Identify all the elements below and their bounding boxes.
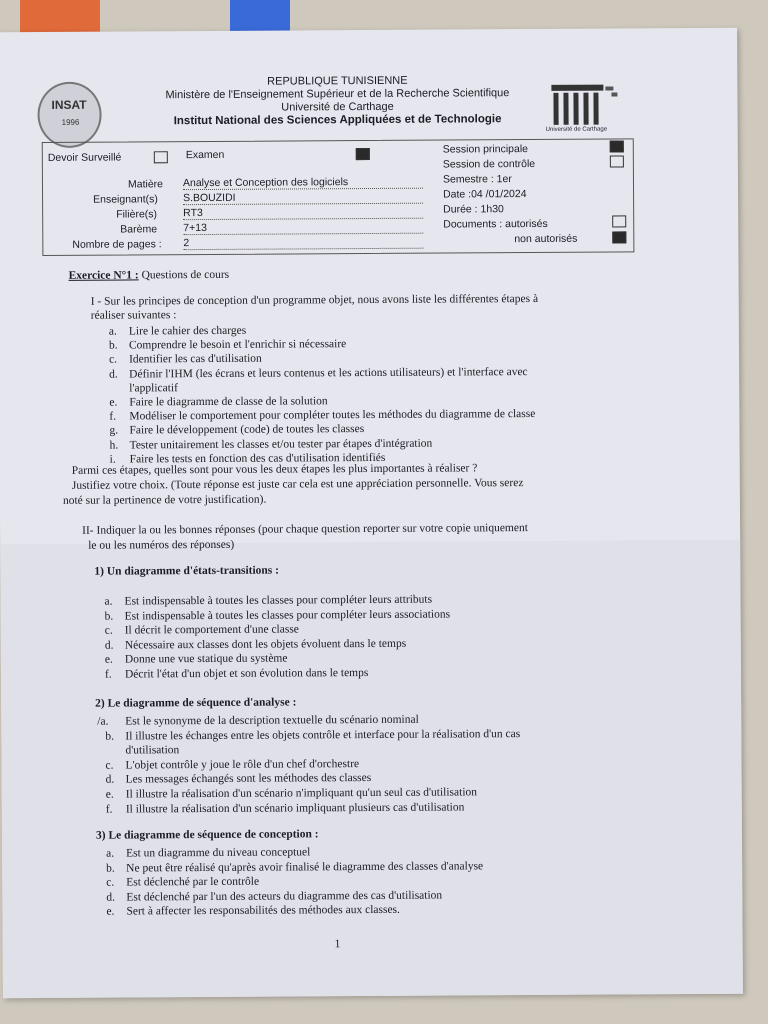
- option-text: Sert à affecter les responsabilités des méthodes aux classes.: [126, 904, 400, 918]
- filiere-value: RT3: [183, 206, 423, 220]
- option-letter: d.: [105, 773, 115, 787]
- page-number: 1: [334, 938, 341, 951]
- option-letter: b.: [104, 610, 114, 623]
- exercise-title: Exercice N°1 :: [68, 269, 139, 282]
- date-label: Date :04 /01/2024: [443, 188, 527, 201]
- option-letter: c.: [104, 624, 113, 637]
- part1-intro-line2: réaliser suivantes :: [90, 309, 177, 322]
- option-letter: f.: [105, 803, 113, 816]
- step-text: Modéliser le comportement pour compléter toutes les méthodes du diagramme de classe: [129, 408, 536, 423]
- step-letter: h.: [109, 439, 119, 452]
- header-institute: Institut National des Sciences Appliquées et de Technologie: [173, 113, 502, 128]
- step-text: Faire le diagramme de classe de la solution: [129, 395, 328, 409]
- background-tab-blue: [230, 0, 290, 34]
- header-university: Université de Carthage: [281, 100, 394, 114]
- option-text: L'objet contrôle y joue le rôle d'un chef d'orchestre: [125, 757, 360, 772]
- step-text: Identifier les cas d'utilisation: [129, 353, 262, 366]
- pages-value: 2: [183, 236, 423, 250]
- session-controle-label: Session de contrôle: [442, 157, 536, 171]
- part1-justify-line1: Justifiez votre choix. (Toute réponse est juste car cela est une appréciation personnelle. Vous serez: [71, 477, 524, 492]
- documents-autorises-label: Documents : autorisés: [443, 217, 548, 231]
- step-letter: a.: [108, 325, 117, 338]
- insat-logo-year: 1996: [61, 117, 80, 127]
- option-text: Il illustre la réalisation d'un scénario n'impliquant qu'un seul cas d'utilisation: [125, 786, 478, 801]
- option-letter: e.: [105, 788, 114, 801]
- part2-intro-line2: le ou les numéros des réponses): [88, 538, 235, 552]
- step-text: Faire les tests en fonction des cas d'utilisation identifiés: [129, 451, 386, 466]
- documents-autorises-checkbox: [612, 215, 626, 227]
- matiere-value: Analyse et Conception des logiciels: [183, 176, 423, 190]
- matiere-label: Matière: [127, 178, 164, 191]
- filiere-label: Filière(s): [116, 208, 158, 221]
- option-letter: d.: [106, 891, 116, 904]
- step-letter: d.: [109, 368, 118, 381]
- session-principale-label: Session principale: [442, 143, 529, 156]
- insat-logo: [37, 82, 101, 148]
- step-letter: e.: [109, 396, 118, 409]
- question-title: 3) Le diagramme de séquence de conception :: [95, 828, 319, 842]
- enseignant-value: S.BOUZIDI: [183, 191, 423, 205]
- exam-sheet: [0, 28, 743, 999]
- devoir-surveille-checkbox: [154, 151, 168, 163]
- examen-checkbox: [356, 148, 370, 160]
- question-title: 2) Le diagramme de séquence d'analyse :: [95, 696, 297, 710]
- devoir-surveille-label: Devoir Surveillé: [47, 151, 122, 164]
- step-text: Tester unitairement les classes et/ou tester par étapes d'intégration: [129, 437, 433, 452]
- insat-logo-text: INSAT: [51, 97, 87, 112]
- exercise-subtitle: Questions de cours: [141, 268, 230, 282]
- header-ministry: Ministère de l'Enseignement Supérieur et de la Recherche Scientifique: [165, 87, 510, 102]
- enseignant-label: Enseignant(s): [93, 193, 158, 206]
- option-text: Il illustre les échanges entre les objets contrôle et interface pour la réalisation d'un cas: [125, 727, 521, 743]
- option-letter: c.: [106, 876, 115, 889]
- option-letter: e.: [106, 905, 115, 919]
- option-text: Il décrit le comportement d'une classe: [124, 623, 299, 637]
- option-text: Donne une vue statique du système: [124, 652, 288, 666]
- duree-label: Durée : 1h30: [443, 203, 504, 216]
- option-letter: a.: [104, 595, 113, 608]
- option-text: Est indispensable à toutes les classes pour compléter leurs attributs: [124, 593, 433, 608]
- step-letter: c.: [109, 353, 118, 366]
- step-letter: g.: [109, 424, 119, 437]
- step-letter: i.: [109, 453, 116, 466]
- step-letter: b.: [108, 339, 118, 352]
- option-letter: /a.: [97, 715, 109, 728]
- step-text: Faire le développement (code) de toutes les classes: [129, 423, 365, 437]
- bareme-value: 7+13: [183, 221, 423, 235]
- option-text: Est indispensable à toutes les classes pour compléter leurs associations: [124, 608, 451, 623]
- semestre-label: Semestre : 1er: [442, 173, 512, 186]
- part1-question: Parmi ces étapes, quelles sont pour vous les deux étapes les plus importantes à réaliser ?: [71, 462, 478, 477]
- option-text: Décrit l'état d'un objet et son évolution dans le temps: [124, 667, 369, 681]
- option-text: Est un diagramme du niveau conceptuel: [126, 846, 311, 860]
- option-letter: d.: [104, 639, 114, 652]
- question-title: 1) Un diagramme d'états-transitions :: [94, 564, 280, 578]
- step-letter: f.: [109, 410, 117, 423]
- step-text: l'applicatif: [129, 381, 178, 395]
- option-letter: e.: [104, 653, 113, 667]
- non-autorises-checkbox: [612, 231, 626, 243]
- part2-intro-line1: II- Indiquer la ou les bonnes réponses (pour chaque question reporter sur votre copie uniquement: [82, 522, 528, 537]
- session-controle-checkbox: [610, 155, 624, 167]
- option-letter: c.: [105, 759, 114, 772]
- part1-intro-line1: I - Sur les principes de conception d'un programme objet, nous avons liste les différentes étapes à: [90, 292, 539, 308]
- option-letter: a.: [106, 847, 115, 860]
- background-tab-orange: [20, 0, 100, 34]
- option-letter: b.: [105, 730, 115, 743]
- non-autorises-label: non autorisés: [514, 232, 578, 246]
- option-text: Nécessaire aux classes dont les objets évoluent dans le temps: [124, 637, 407, 652]
- option-text: Est déclenché par le contrôle: [126, 875, 260, 889]
- bareme-label: Barème: [120, 223, 158, 236]
- header-republic: REPUBLIQUE TUNISIENNE: [267, 74, 408, 88]
- part1-justify-line2: noté sur la pertinence de votre justification).: [62, 493, 267, 507]
- session-principale-checkbox: [610, 140, 624, 152]
- step-text: Définir l'IHM (les écrans et leurs contenus et les actions utilisateurs) et l'interface avec: [129, 365, 528, 381]
- option-text: Il illustre la réalisation d'un scénario impliquant plusieurs cas d'utilisation: [125, 801, 465, 816]
- option-text: d'utilisation: [125, 744, 180, 757]
- option-text: Ne peut être réalisé qu'après avoir finalisé le diagramme des classes d'analyse: [126, 859, 484, 875]
- examen-label: Examen: [185, 148, 225, 162]
- option-text: Les messages échangés sont les méthodes des classes: [125, 772, 372, 786]
- option-letter: b.: [106, 862, 115, 875]
- step-text: Comprendre le besoin et l'enrichir si nécessaire: [128, 338, 347, 352]
- option-letter: f.: [104, 668, 112, 681]
- carthage-logo-caption: Université de Carthage: [545, 126, 608, 133]
- pages-label: Nombre de pages :: [72, 238, 162, 251]
- step-text: Lire le cahier des charges: [128, 324, 247, 338]
- option-text: Est déclenché par l'un des acteurs du diagramme des cas d'utilisation: [126, 889, 443, 904]
- option-text: Est le synonyme de la description textuelle du scénario nominal: [125, 713, 419, 728]
- exercise-heading: [69, 269, 230, 282]
